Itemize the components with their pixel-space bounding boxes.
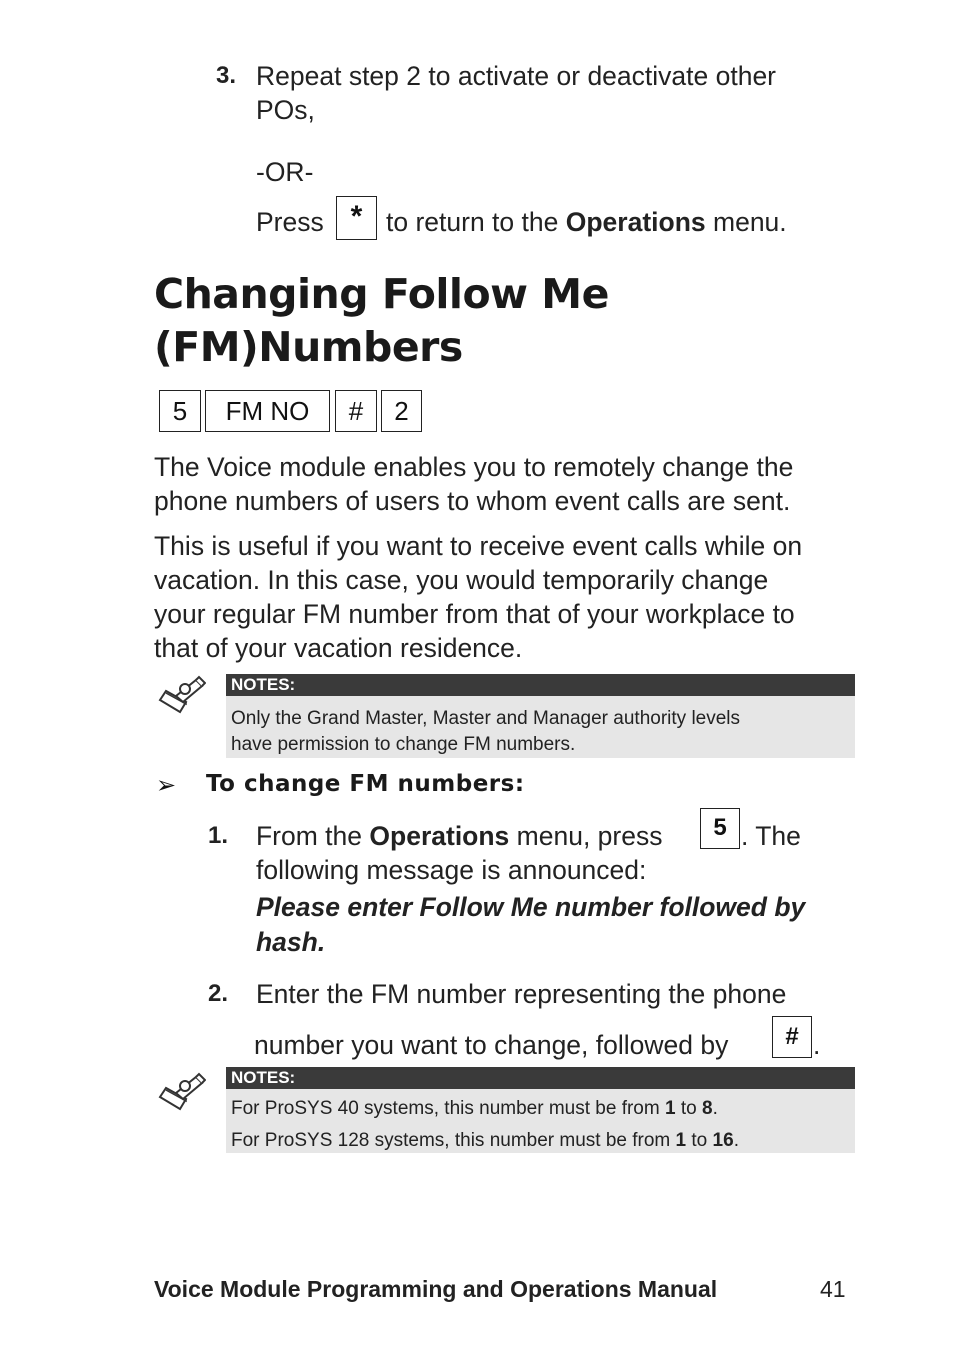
step-3-number: 3. bbox=[216, 62, 237, 89]
section-heading-line-2: (FM)Numbers bbox=[154, 323, 463, 371]
paragraph-2-line-4: that of your vacation residence. bbox=[154, 633, 523, 663]
key-5: 5 bbox=[159, 390, 201, 432]
notes-body bbox=[226, 1089, 855, 1153]
note-pencil-icon bbox=[156, 1071, 206, 1119]
step-2-line-2: number you want to change, followed by bbox=[254, 1030, 729, 1060]
note-1-line-1: Only the Grand Master, Master and Manager authority levels bbox=[231, 708, 741, 729]
section-heading-line-1: Changing Follow Me bbox=[154, 270, 609, 318]
step-1-operations: Operations bbox=[369, 821, 510, 851]
operations-menu-name: Operations bbox=[565, 207, 706, 237]
range-end: 8 bbox=[701, 1098, 713, 1119]
paragraph-1-line-1: The Voice module enables you to remotely change the bbox=[154, 452, 794, 482]
step-1-mid: menu, press bbox=[516, 821, 663, 851]
note-2-line-1-text: For ProSYS 40 systems, this number must be from bbox=[231, 1098, 660, 1119]
paragraph-2-line-1: This is useful if you want to receive event calls while on bbox=[154, 531, 803, 561]
press-label: Press bbox=[256, 207, 324, 237]
return-text: to return to the bbox=[386, 207, 559, 237]
note-2-line-2-text: For ProSYS 128 systems, this number must be from bbox=[231, 1130, 671, 1151]
step-3-line-1: Repeat step 2 to activate or deactivate other bbox=[256, 61, 777, 91]
note-1-line-2: have permission to change FM numbers. bbox=[231, 734, 576, 755]
or-separator: -OR- bbox=[256, 157, 314, 187]
period: . bbox=[712, 1098, 718, 1119]
paragraph-1-line-2: phone numbers of users to whom event calls are sent. bbox=[154, 486, 791, 516]
range-to: to bbox=[680, 1098, 697, 1119]
page-number: 41 bbox=[820, 1276, 846, 1302]
key-fm-no: FM NO bbox=[205, 390, 330, 432]
step-2-number: 2. bbox=[208, 980, 229, 1007]
range-to: to bbox=[691, 1130, 708, 1151]
step-2-line-1: Enter the FM number representing the phone bbox=[256, 979, 787, 1009]
step-2-end: . bbox=[813, 1030, 821, 1060]
note-pencil-icon bbox=[156, 674, 206, 722]
step-1-pre: From the bbox=[256, 821, 363, 851]
notes-body bbox=[226, 696, 855, 758]
range-end: 16 bbox=[712, 1130, 734, 1151]
note-2-line-1 bbox=[231, 1098, 718, 1120]
paragraph-2-line-2: vacation. In this case, you would temporarily change bbox=[154, 565, 769, 595]
announced-message-line-2: hash. bbox=[256, 927, 326, 957]
procedure-title: To change FM numbers: bbox=[206, 771, 525, 797]
step-1-after: . The bbox=[741, 821, 801, 851]
announced-message-line-1: Please enter Follow Me number followed by bbox=[256, 892, 806, 922]
key-hash: # bbox=[335, 390, 377, 432]
footer-manual-title: Voice Module Programming and Operations Manual bbox=[154, 1276, 718, 1302]
step-3-line-2: POs, bbox=[256, 95, 315, 125]
return-instruction bbox=[386, 205, 787, 239]
notes-header: NOTES: bbox=[226, 674, 855, 696]
note-2-line-2 bbox=[231, 1130, 739, 1152]
step-1-line-2: following message is announced: bbox=[256, 855, 647, 885]
period: . bbox=[733, 1130, 739, 1151]
range-start: 1 bbox=[664, 1098, 676, 1119]
key-5-inline: 5 bbox=[700, 808, 740, 849]
step-1-line-1 bbox=[256, 819, 663, 853]
star-key: * bbox=[336, 196, 377, 240]
procedure-arrow-icon: ➢ bbox=[156, 772, 177, 799]
key-hash-inline: # bbox=[772, 1016, 812, 1058]
key-2: 2 bbox=[381, 390, 422, 432]
notes-header: NOTES: bbox=[226, 1067, 855, 1089]
range-start: 1 bbox=[675, 1130, 687, 1151]
step-1-number: 1. bbox=[208, 822, 229, 849]
paragraph-2-line-3: your regular FM number from that of your workplace to bbox=[154, 599, 795, 629]
menu-word: menu. bbox=[713, 207, 787, 237]
